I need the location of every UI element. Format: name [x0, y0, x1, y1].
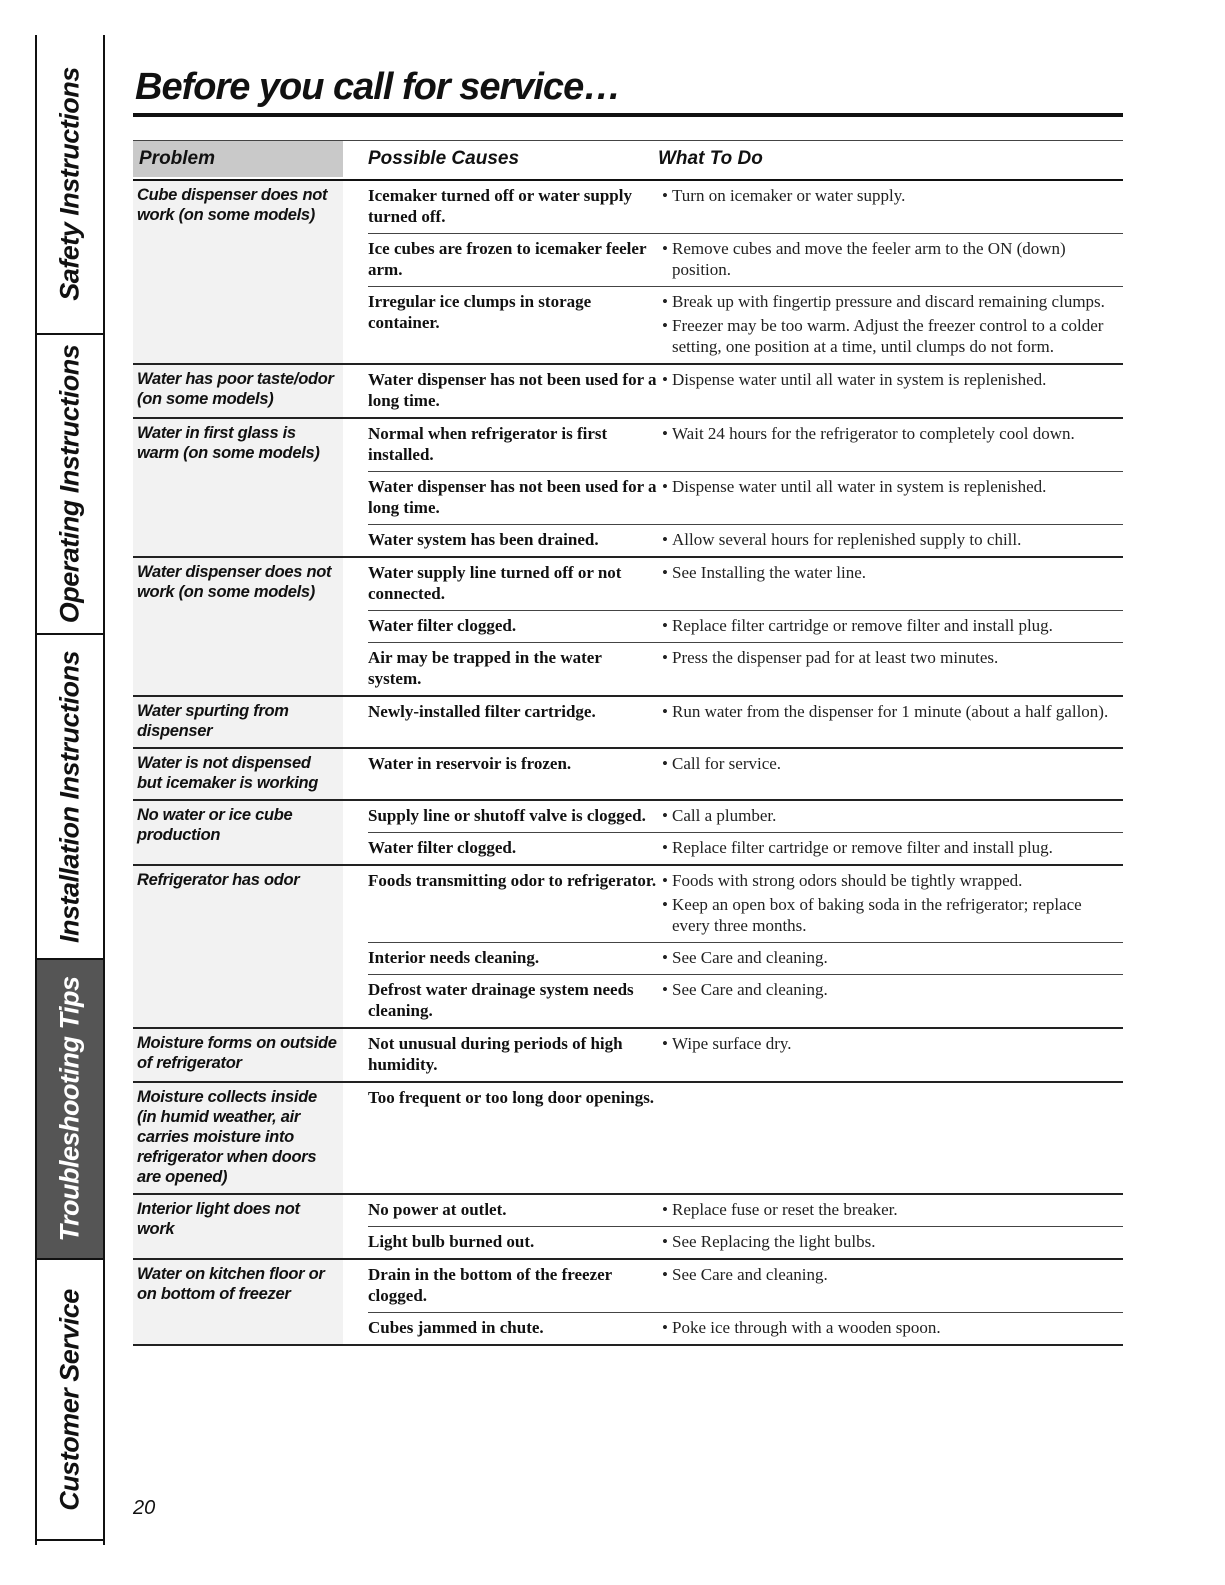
what-to-do	[658, 1195, 1123, 1226]
problem-group	[133, 181, 1123, 365]
possible-cause: Foods transmitting odor to refrigerator.	[368, 871, 657, 890]
possible-cause: Water filter clogged.	[368, 838, 517, 857]
what-to-do	[658, 365, 1123, 417]
what-to-do	[658, 866, 1123, 942]
cause-rows	[368, 801, 1123, 864]
possible-cause: Supply line or shutoff valve is clogged.	[368, 806, 646, 825]
tab-installation-instructions[interactable]	[37, 635, 103, 960]
problem-text: Water is not dispensed but icemaker is working	[133, 749, 343, 799]
table-row	[368, 287, 1123, 363]
cause-rows	[368, 697, 1123, 747]
possible-cause: Interior needs cleaning.	[368, 948, 540, 967]
problem-group	[133, 419, 1123, 558]
table-row	[368, 833, 1123, 864]
possible-cause: Too frequent or too long door openings.	[368, 1088, 655, 1107]
action-item: • Freezer may be too warm. Adjust the freezer control to a colder setting, one position at a time, until clumps do not form.	[658, 315, 1123, 357]
problem-text: Cube dispenser does not work (on some models)	[133, 181, 343, 363]
problem-group	[133, 365, 1123, 419]
what-to-do	[658, 801, 1123, 832]
page-number: 20	[133, 1497, 156, 1519]
page-title: Before you call for service…	[135, 66, 621, 108]
table-row	[368, 1313, 1123, 1344]
what-to-do	[658, 833, 1123, 864]
cause-rows	[368, 1029, 1123, 1081]
table-row	[368, 181, 1123, 234]
possible-cause: Light bulb burned out.	[368, 1232, 535, 1251]
tab-label: Troubleshooting Tips	[54, 976, 85, 1242]
table-row	[368, 472, 1123, 525]
table-row	[368, 1195, 1123, 1227]
problem-text: Interior light does not work	[133, 1195, 343, 1258]
action-item: • Replace fuse or reset the breaker.	[658, 1199, 1123, 1220]
table-row	[368, 234, 1123, 287]
problem-text: Moisture forms on outside of refrigerator	[133, 1029, 343, 1081]
possible-cause: Water dispenser has not been used for a long time.	[368, 477, 657, 517]
cause-rows	[368, 558, 1123, 695]
possible-cause: Water system has been drained.	[368, 530, 599, 549]
table-row	[368, 1029, 1123, 1081]
what-to-do	[658, 975, 1123, 1027]
what-to-do	[658, 1029, 1123, 1081]
problem-text: Moisture collects inside (in humid weather, air carries moisture into refrigerator when doors are opened)	[133, 1083, 343, 1193]
action-item: • See Care and cleaning.	[658, 1264, 1123, 1285]
tab-label: Operating Instructions	[54, 344, 85, 624]
table-row	[368, 866, 1123, 943]
what-to-do	[658, 181, 1123, 233]
action-item: • Poke ice through with a wooden spoon.	[658, 1317, 1123, 1338]
problem-text: Refrigerator has odor	[133, 866, 343, 1027]
cause-rows	[368, 1083, 1123, 1193]
possible-cause: Water in reservoir is frozen.	[368, 754, 572, 773]
action-item: • See Installing the water line.	[658, 562, 1123, 583]
action-item: • Replace filter cartridge or remove filter and install plug.	[658, 837, 1123, 858]
table-row	[368, 611, 1123, 643]
problem-group	[133, 1083, 1123, 1195]
problem-group	[133, 801, 1123, 866]
what-to-do	[658, 472, 1123, 524]
action-item: • Keep an open box of baking soda in the refrigerator; replace every three months.	[658, 894, 1123, 936]
possible-cause: Water dispenser has not been used for a long time.	[368, 370, 657, 410]
header-possible-causes: Possible Causes	[368, 148, 520, 169]
what-to-do	[658, 749, 1123, 780]
table-row	[368, 525, 1123, 556]
possible-cause: No power at outlet.	[368, 1200, 507, 1219]
possible-cause: Water supply line turned off or not connected.	[368, 563, 622, 603]
what-to-do	[658, 234, 1123, 286]
possible-cause: Newly-installed filter cartridge.	[368, 702, 596, 721]
possible-cause: Cubes jammed in chute.	[368, 1318, 544, 1337]
cause-rows	[368, 365, 1123, 417]
action-item: • See Care and cleaning.	[658, 947, 1123, 968]
problem-text: Water has poor taste/odor (on some models)	[133, 365, 343, 417]
action-item: • Call for service.	[658, 753, 1123, 774]
problem-group	[133, 697, 1123, 749]
cause-rows	[368, 181, 1123, 363]
possible-cause: Normal when refrigerator is first installed.	[368, 424, 608, 464]
tab-label: Customer Service	[54, 1288, 85, 1511]
possible-cause: Icemaker turned off or water supply turned off.	[368, 186, 632, 226]
table-row	[368, 365, 1123, 417]
what-to-do	[658, 1313, 1123, 1344]
what-to-do	[658, 1260, 1123, 1312]
action-item: • Break up with fingertip pressure and discard remaining clumps.	[658, 291, 1123, 312]
problem-text: Water dispenser does not work (on some models)	[133, 558, 343, 695]
action-item: • Wait 24 hours for the refrigerator to completely cool down.	[658, 423, 1123, 444]
table-row	[368, 943, 1123, 975]
possible-cause: Water filter clogged.	[368, 616, 517, 635]
section-tabs	[35, 35, 105, 1545]
cause-rows	[368, 1195, 1123, 1258]
table-header	[133, 140, 1123, 181]
what-to-do	[658, 419, 1123, 471]
tab-safety-instructions[interactable]	[37, 35, 103, 335]
what-to-do	[658, 1083, 1123, 1114]
table-row	[368, 1227, 1123, 1258]
problem-group	[133, 749, 1123, 801]
possible-cause: Defrost water drainage system needs cleaning.	[368, 980, 634, 1020]
table-row	[368, 749, 1123, 780]
what-to-do	[658, 611, 1123, 642]
tab-label: Safety Instructions	[54, 67, 85, 301]
action-item: • Dispense water until all water in system is replenished.	[658, 476, 1123, 497]
tab-troubleshooting-tips[interactable]	[37, 960, 103, 1260]
action-item: • Replace filter cartridge or remove filter and install plug.	[658, 615, 1123, 636]
action-item: • Remove cubes and move the feeler arm to the ON (down) position.	[658, 238, 1123, 280]
table-row	[368, 643, 1123, 695]
possible-cause: Ice cubes are frozen to icemaker feeler arm.	[368, 239, 647, 279]
possible-cause: Drain in the bottom of the freezer clogged.	[368, 1265, 612, 1305]
tab-label: Installation Instructions	[54, 650, 85, 943]
what-to-do	[658, 287, 1123, 363]
possible-cause: Irregular ice clumps in storage container.	[368, 292, 592, 332]
action-item: • See Care and cleaning.	[658, 979, 1123, 1000]
what-to-do	[658, 558, 1123, 610]
what-to-do	[658, 525, 1123, 556]
action-item: • Press the dispenser pad for at least two minutes.	[658, 647, 1123, 668]
table-row	[368, 697, 1123, 728]
table-row	[368, 1083, 1123, 1114]
action-item: • Foods with strong odors should be tightly wrapped.	[658, 870, 1123, 891]
header-problem: Problem	[133, 141, 343, 177]
possible-cause: Not unusual during periods of high humidity.	[368, 1034, 623, 1074]
tab-customer-service[interactable]	[37, 1260, 103, 1541]
cause-rows	[368, 1260, 1123, 1344]
action-item: • See Replacing the light bulbs.	[658, 1231, 1123, 1252]
what-to-do	[658, 643, 1123, 695]
problem-group	[133, 1029, 1123, 1083]
action-item: • Call a plumber.	[658, 805, 1123, 826]
problem-text: Water on kitchen floor or on bottom of freezer	[133, 1260, 343, 1344]
action-item: • Turn on icemaker or water supply.	[658, 185, 1123, 206]
table-row	[368, 419, 1123, 472]
table-body	[133, 181, 1123, 1346]
table-row	[368, 558, 1123, 611]
troubleshooting-table	[133, 140, 1123, 1346]
cause-rows	[368, 866, 1123, 1027]
what-to-do	[658, 943, 1123, 974]
action-item: • Run water from the dispenser for 1 minute (about a half gallon).	[658, 701, 1123, 722]
cause-rows	[368, 749, 1123, 799]
action-item: • Dispense water until all water in system is replenished.	[658, 369, 1123, 390]
cause-rows	[368, 419, 1123, 556]
action-item: • Allow several hours for replenished supply to chill.	[658, 529, 1123, 550]
problem-group	[133, 558, 1123, 697]
problem-text: Water spurting from dispenser	[133, 697, 343, 747]
table-row	[368, 975, 1123, 1027]
action-item: • Wipe surface dry.	[658, 1033, 1123, 1054]
table-row	[368, 1260, 1123, 1313]
what-to-do	[658, 1227, 1123, 1258]
header-what-to-do: What To Do	[658, 148, 763, 169]
problem-text: Water in first glass is warm (on some models)	[133, 419, 343, 556]
problem-group	[133, 866, 1123, 1029]
tab-operating-instructions[interactable]	[37, 335, 103, 635]
possible-cause: Air may be trapped in the water system.	[368, 648, 602, 688]
table-row	[368, 801, 1123, 833]
what-to-do	[658, 697, 1123, 728]
problem-text: No water or ice cube production	[133, 801, 343, 864]
problem-group	[133, 1195, 1123, 1260]
problem-group	[133, 1260, 1123, 1346]
title-rule	[133, 113, 1123, 117]
